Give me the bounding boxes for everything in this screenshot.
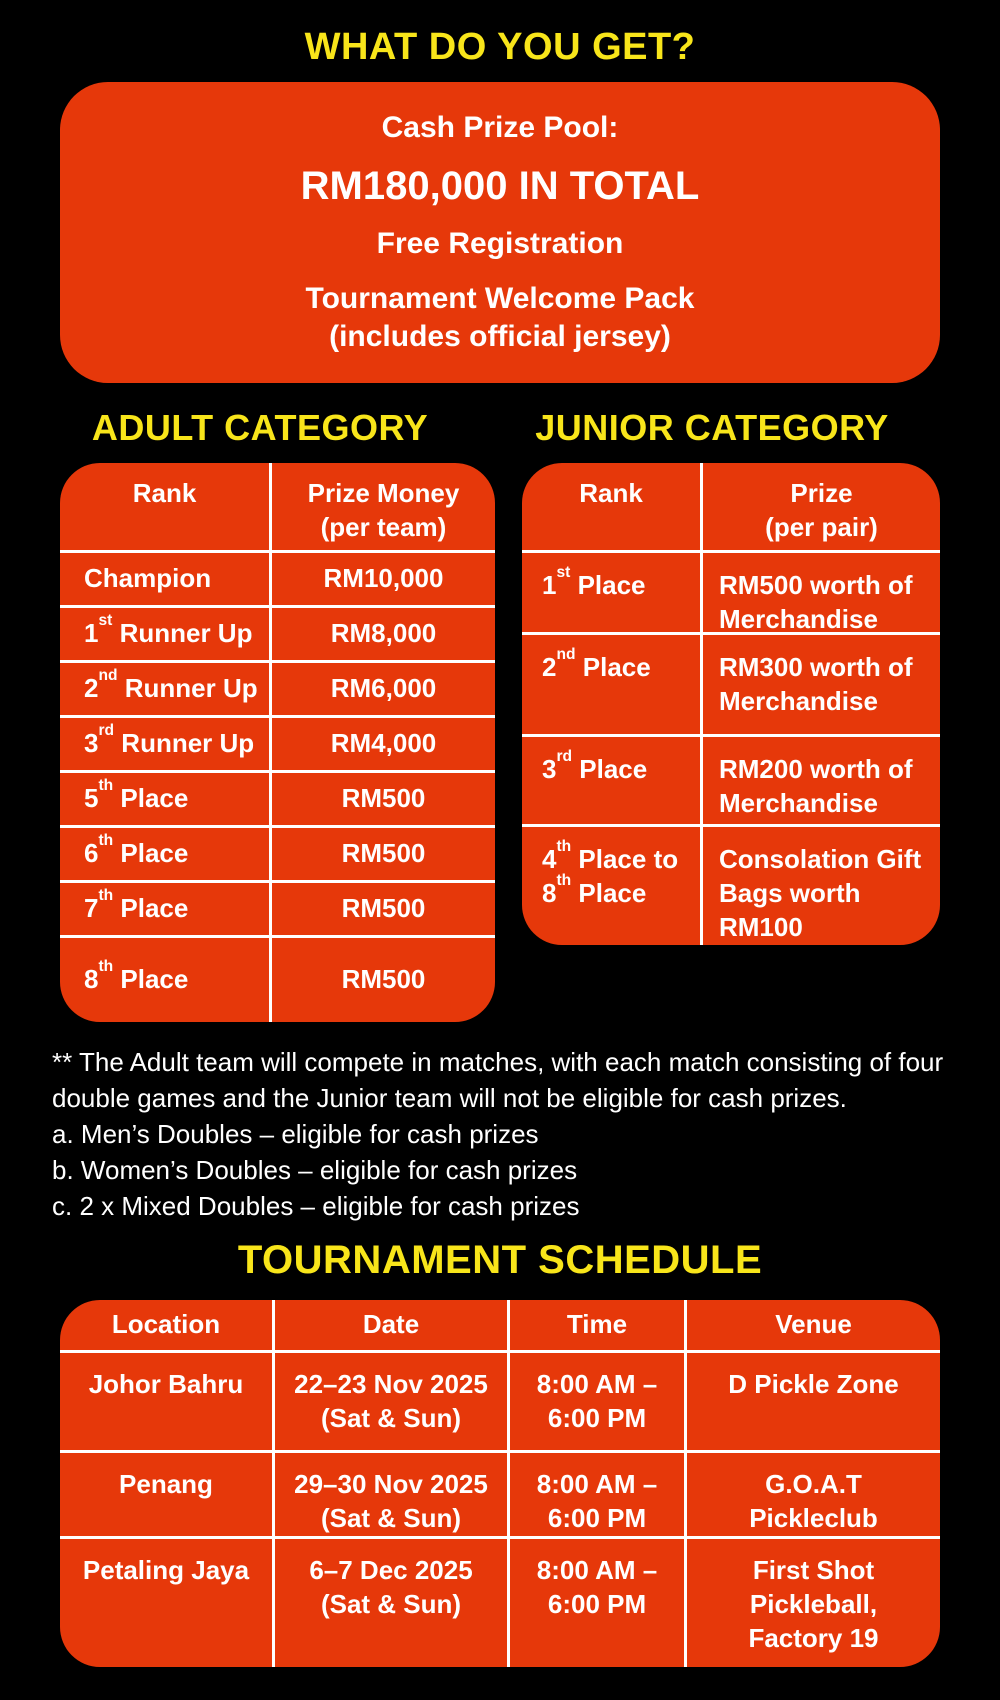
rank-cell: 6th Place: [60, 828, 272, 883]
prize-cell: RM8,000: [272, 608, 495, 663]
time-cell: 8:00 AM – 6:00 PM: [510, 1453, 687, 1539]
prize-cell: RM300 worth of Merchandise: [703, 635, 940, 737]
date-cell: 6–7 Dec 2025 (Sat & Sun): [275, 1539, 510, 1667]
column-header-prize-money: Prize Money (per team): [272, 463, 495, 553]
cash-prize-label: Cash Prize Pool:: [381, 110, 619, 144]
venue-cell: G.O.A.T Pickleclub: [687, 1453, 940, 1539]
prize-cell: RM10,000: [272, 553, 495, 608]
prize-cell: RM500 worth of Merchandise: [703, 553, 940, 635]
prize-cell: RM500: [272, 883, 495, 938]
rank-cell: 7th Place: [60, 883, 272, 938]
venue-cell: First Shot Pickleball, Factory 19: [748, 1555, 879, 1653]
prize-cell: RM6,000: [272, 663, 495, 718]
junior-category-title: JUNIOR CATEGORY: [535, 407, 889, 448]
prize-cell: RM500: [272, 828, 495, 883]
note-item: c. 2 x Mixed Doubles – eligible for cash prizes: [52, 1191, 580, 1221]
column-header-time: Time: [510, 1300, 687, 1353]
column-header-prize: Prize (per pair): [703, 463, 940, 553]
prize-cell: RM4,000: [272, 718, 495, 773]
column-header-rank: Rank: [522, 463, 703, 553]
prize-cell: Consolation Gift Bags worth RM100: [719, 844, 922, 942]
cash-prize-amount: RM180,000 IN TOTAL: [300, 163, 700, 208]
rank-cell: 8th Place: [60, 938, 272, 1022]
column-header-rank: Rank: [60, 463, 272, 553]
note-item: a. Men’s Doubles – eligible for cash prizes: [52, 1119, 539, 1149]
rank-cell: 2nd Runner Up: [60, 663, 272, 718]
rank-cell: 1st Place: [522, 553, 703, 635]
adult-prize-table: [60, 463, 495, 1022]
schedule-table: [60, 1300, 940, 1667]
page-title: WHAT DO YOU GET?: [304, 26, 696, 68]
time-cell: 8:00 AM – 6:00 PM: [510, 1353, 687, 1453]
rank-cell: 1st Runner Up: [60, 608, 272, 663]
location-cell: Petaling Jaya: [60, 1539, 275, 1667]
location-cell: Penang: [60, 1453, 275, 1539]
welcome-pack-label: Tournament Welcome Pack (includes official jersey): [305, 282, 695, 354]
rank-cell: Champion: [60, 553, 272, 608]
junior-prize-table: [522, 463, 940, 945]
column-header-date: Date: [275, 1300, 510, 1353]
schedule-title: TOURNAMENT SCHEDULE: [237, 1238, 763, 1282]
rank-cell: 3rd Runner Up: [60, 718, 272, 773]
prize-cell: RM200 worth of Merchandise: [703, 737, 940, 827]
notes-paragraph: ** The Adult team will compete in matches, with each match consisting of four double games and the Junior team will not be eligible for cash prizes.: [52, 1047, 944, 1113]
date-cell: 29–30 Nov 2025 (Sat & Sun): [275, 1453, 510, 1539]
adult-category-title: ADULT CATEGORY: [91, 407, 429, 448]
rank-cell: 5th Place: [60, 773, 272, 828]
location-cell: Johor Bahru: [60, 1353, 275, 1453]
rank-cell: 4th Place to 8th Place: [522, 827, 703, 945]
note-item: b. Women’s Doubles – eligible for cash prizes: [52, 1155, 578, 1185]
notes: [52, 1044, 964, 1224]
column-header-venue: Venue: [687, 1300, 940, 1353]
column-header-location: Location: [60, 1300, 275, 1353]
free-registration-label: Free Registration: [376, 227, 624, 261]
prize-cell: RM500: [341, 964, 426, 995]
time-cell: 8:00 AM – 6:00 PM: [510, 1539, 687, 1667]
venue-cell: D Pickle Zone: [687, 1353, 940, 1453]
rank-cell: 3rd Place: [522, 737, 703, 827]
benefits-card: [60, 82, 940, 383]
rank-cell: 2nd Place: [522, 635, 703, 737]
date-cell: 22–23 Nov 2025 (Sat & Sun): [275, 1353, 510, 1453]
prize-cell: RM500: [272, 773, 495, 828]
